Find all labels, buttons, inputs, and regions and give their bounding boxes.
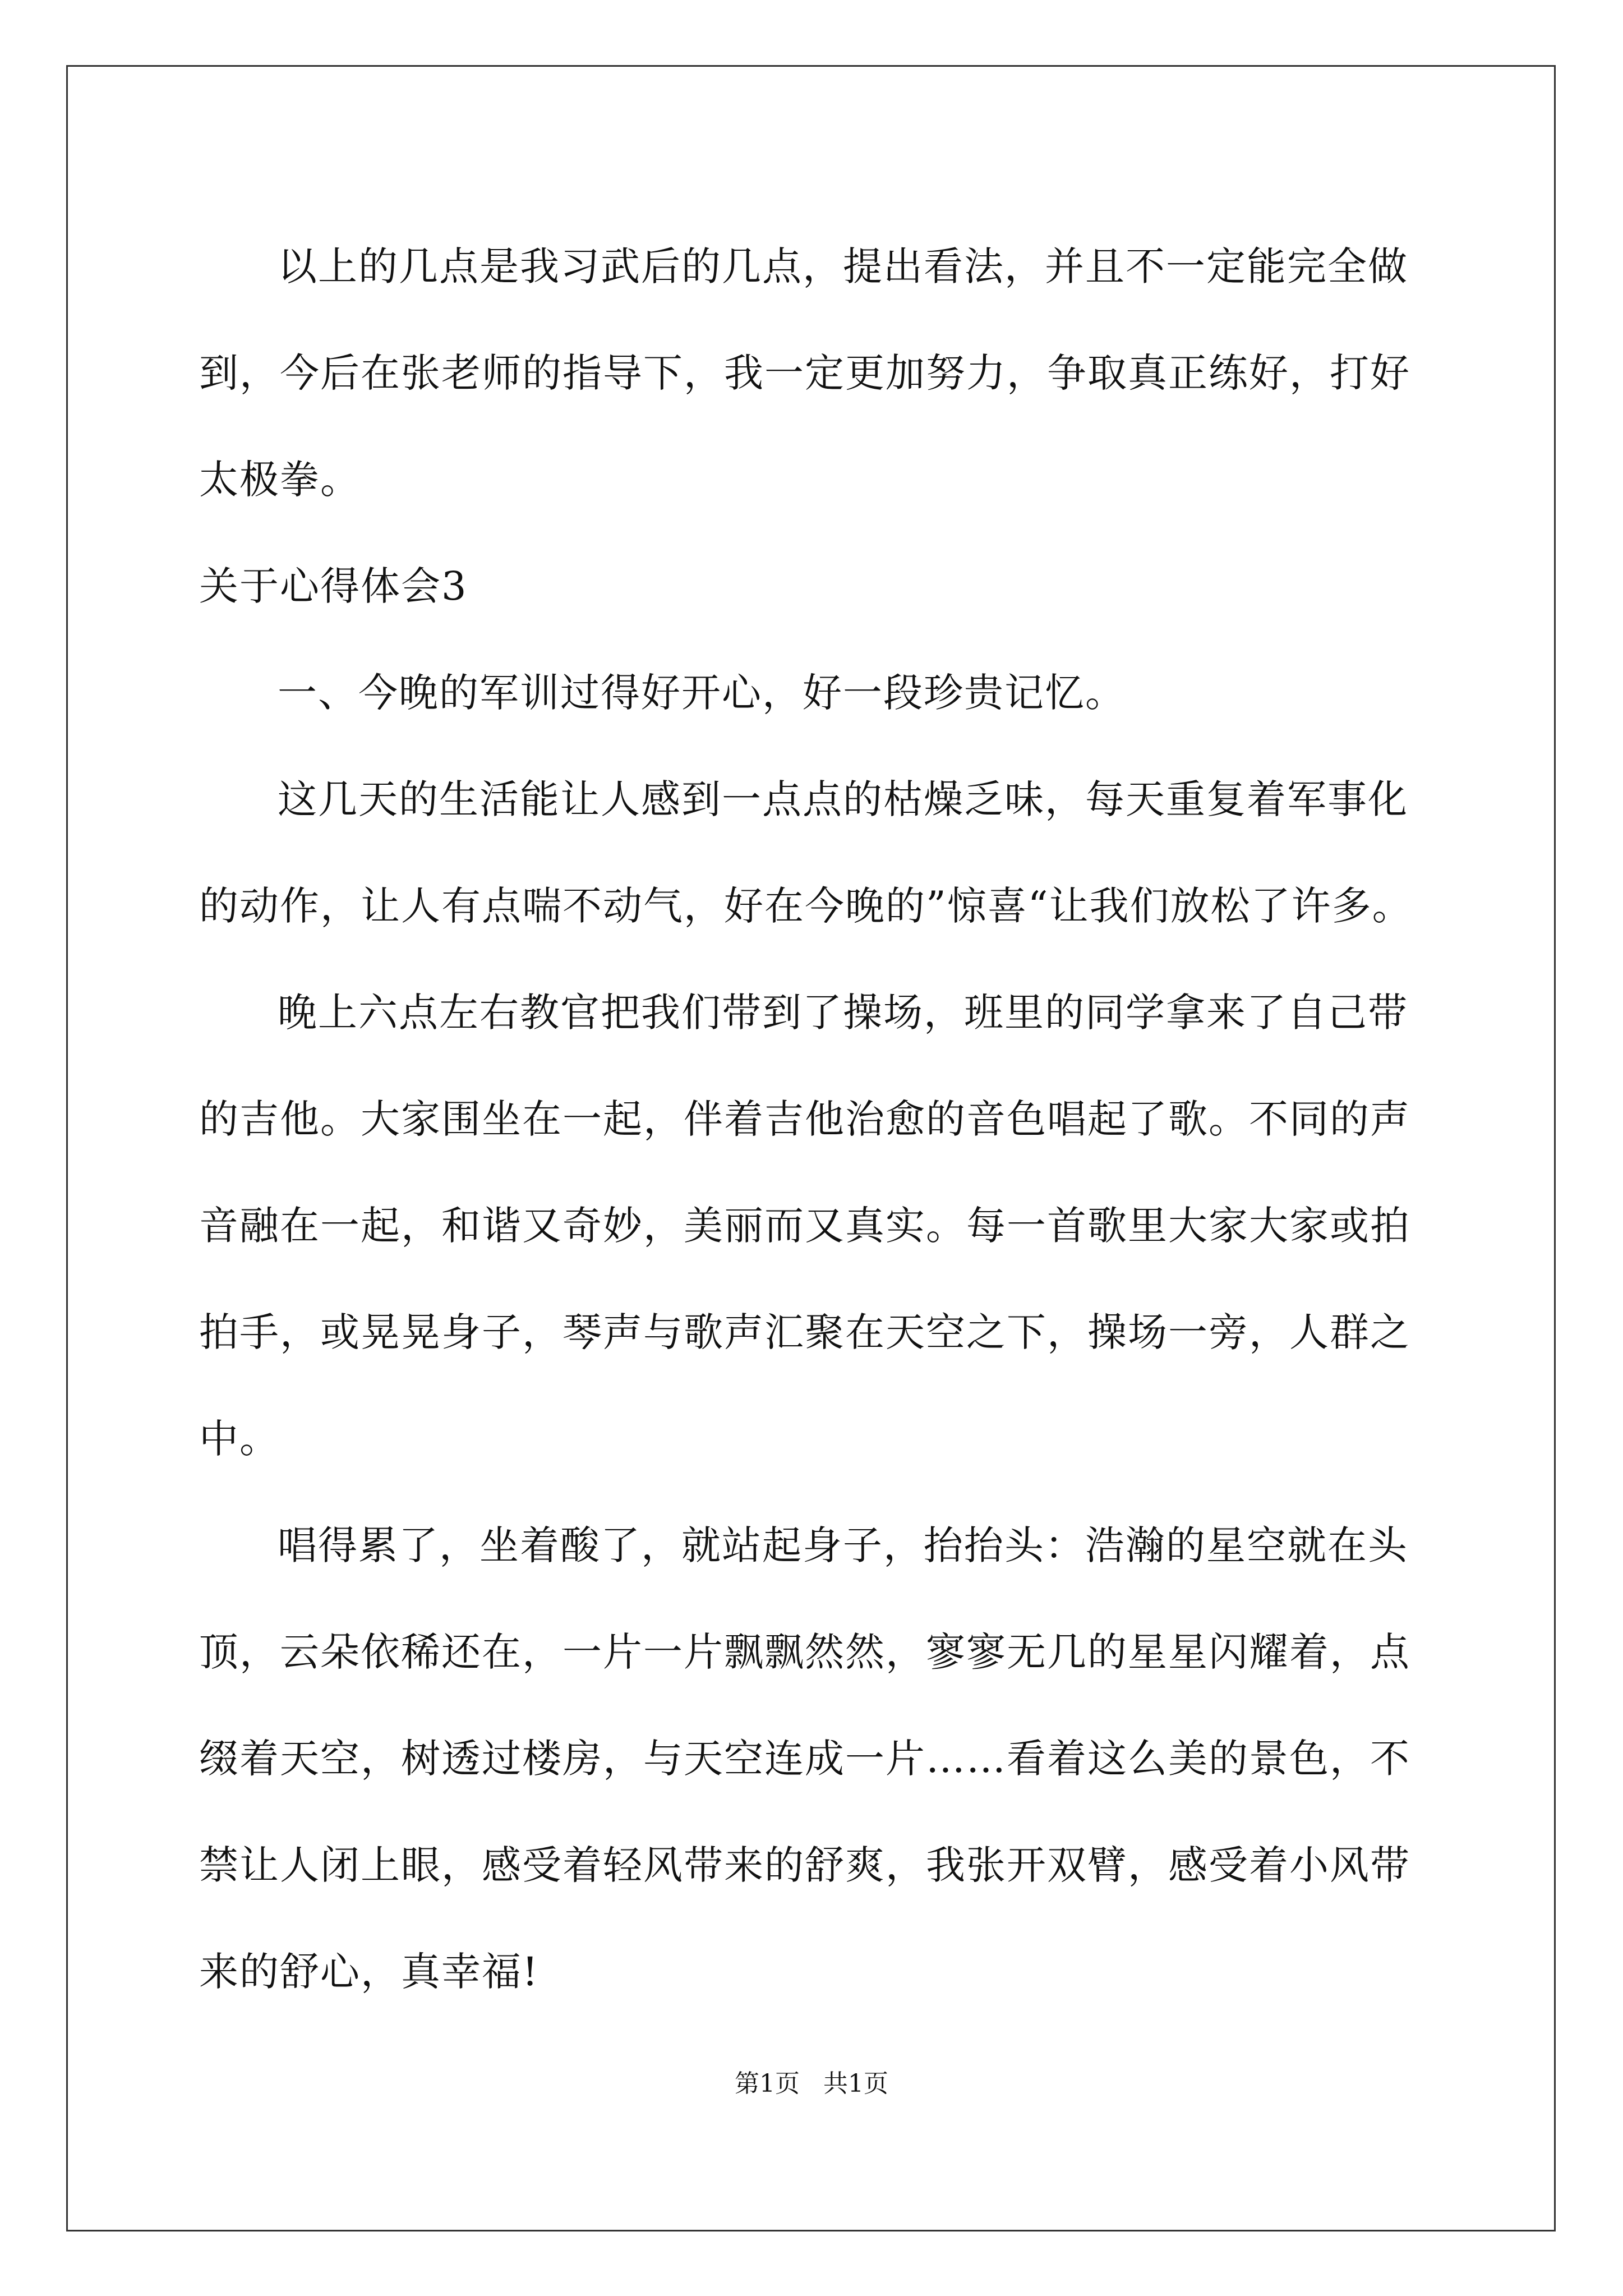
paragraph-line: 以上的几点是我习武后的几点，提出看法，并且不一定能完全做 — [278, 243, 1408, 289]
section-heading: 关于心得体会3 — [199, 563, 468, 609]
page-number: 第1页 共1页 — [735, 2069, 888, 2098]
paragraph-line: 的动作，让人有点喘不动气，好在今晚的”惊喜“让我们放松了许多。 — [199, 883, 1413, 929]
paragraph-line: 这几天的生活能让人感到一点点的枯燥乏味，每天重复着军事化 — [278, 776, 1408, 822]
paragraph-line: 太极拳。 — [199, 457, 361, 503]
paragraph-line: 唱得累了，坐着酸了，就站起身子，抬抬头：浩瀚的星空就在头 — [278, 1522, 1408, 1568]
paragraph-line: 一、今晚的军训过得好开心，好一段珍贵记忆。 — [278, 670, 1126, 716]
paragraph-line: 禁让人闭上眼，感受着轻风带来的舒爽，我张开双臂，感受着小风带 — [199, 1842, 1410, 1888]
paragraph-line: 中。 — [199, 1416, 280, 1462]
paragraph-line: 来的舒心，真幸福! — [199, 1949, 540, 1995]
paragraph-line: 的吉他。大家围坐在一起，伴着吉他治愈的音色唱起了歌。不同的声 — [199, 1096, 1410, 1142]
document-body — [199, 213, 1444, 2025]
paragraph-line: 顶，云朵依稀还在，一片一片飘飘然然，寥寥无几的星星闪耀着，点 — [199, 1629, 1410, 1675]
paragraph-line: 音融在一起，和谐又奇妙，美丽而又真实。每一首歌里大家大家或拍 — [199, 1203, 1410, 1249]
paragraph-line: 到，今后在张老师的指导下，我一定更加努力，争取真正练好，打好 — [199, 350, 1410, 396]
paragraph-line: 晚上六点左右教官把我们带到了操场，班里的同学拿来了自己带 — [278, 990, 1408, 1036]
paragraph-line: 拍手，或晃晃身子，琴声与歌声汇聚在天空之下，操场一旁，人群之 — [199, 1309, 1410, 1355]
paragraph-line: 缀着天空，树透过楼房，与天空连成一片……看着这么美的景色，不 — [199, 1736, 1410, 1782]
